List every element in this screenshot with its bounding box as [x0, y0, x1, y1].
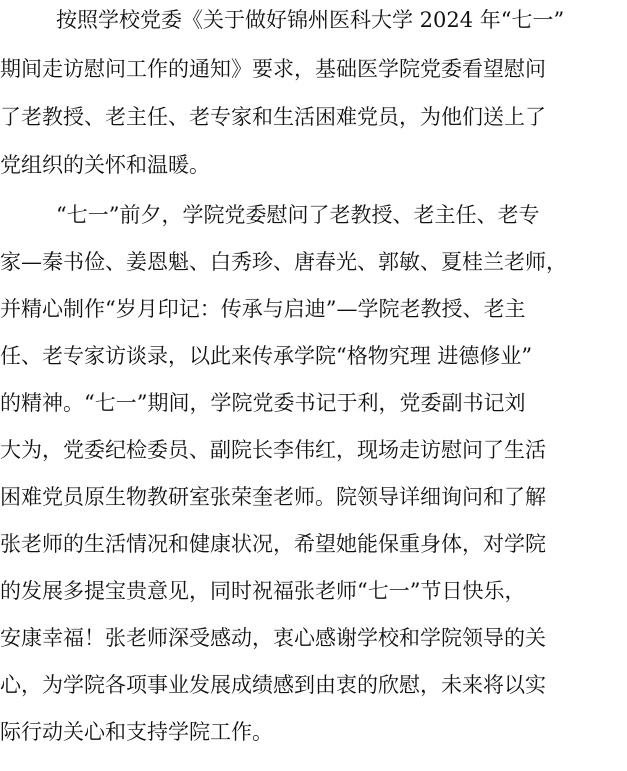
paragraph-1-line-1: 按照学校党委《关于做好锦州医科大学 2024 年“七一” [56, 8, 565, 32]
paragraph-2-line-5: 的精神。“七一”期间，学院党委书记于利，党委副书记刘 [0, 391, 526, 415]
paragraph-2-line-9: 的发展多提宝贵意见，同时祝福张老师“七一”节日快乐， [0, 579, 526, 603]
paragraph-1-line-2: 期间走访慰问工作的通知》要求，基础医学院党委看望慰问 [0, 57, 546, 81]
paragraph-2-line-11: 心，为学院各项事业发展成绩感到由衷的欣慰，未来将以实 [0, 673, 546, 697]
paragraph-2-line-2: 家—秦书俭、姜恩魁、白秀珍、唐春光、郭敏、夏桂兰老师， [0, 250, 567, 274]
paragraph-2-line-12: 际行动关心和支持学院工作。 [0, 720, 273, 744]
paragraph-2-line-1: “七一”前夕，学院党委慰问了老教授、老主任、老专 [56, 203, 540, 227]
paragraph-2-line-4: 任、老专家访谈录，以此来传承学院“格物究理 进德修业” [0, 344, 533, 368]
paragraph-2-line-6: 大为，党委纪检委员、副院长李伟红，现场走访慰问了生活 [0, 438, 546, 462]
paragraph-2-line-10: 安康幸福！张老师深受感动，衷心感谢学校和学院领导的关 [0, 626, 546, 650]
paragraph-2-line-8: 张老师的生活情况和健康状况，希望她能保重身体，对学院 [0, 532, 546, 556]
paragraph-1-line-4: 党组织的关怀和温暖。 [0, 153, 210, 177]
paragraph-1-line-3: 了老教授、老主任、老专家和生活困难党员，为他们送上了 [0, 105, 546, 129]
paragraph-2-line-3: 并精心制作“岁月印记：传承与启迪”—学院老教授、老主 [0, 297, 526, 321]
paragraph-2-line-7: 困难党员原生物教研室张荣奎老师。院领导详细询问和了解 [0, 485, 546, 509]
